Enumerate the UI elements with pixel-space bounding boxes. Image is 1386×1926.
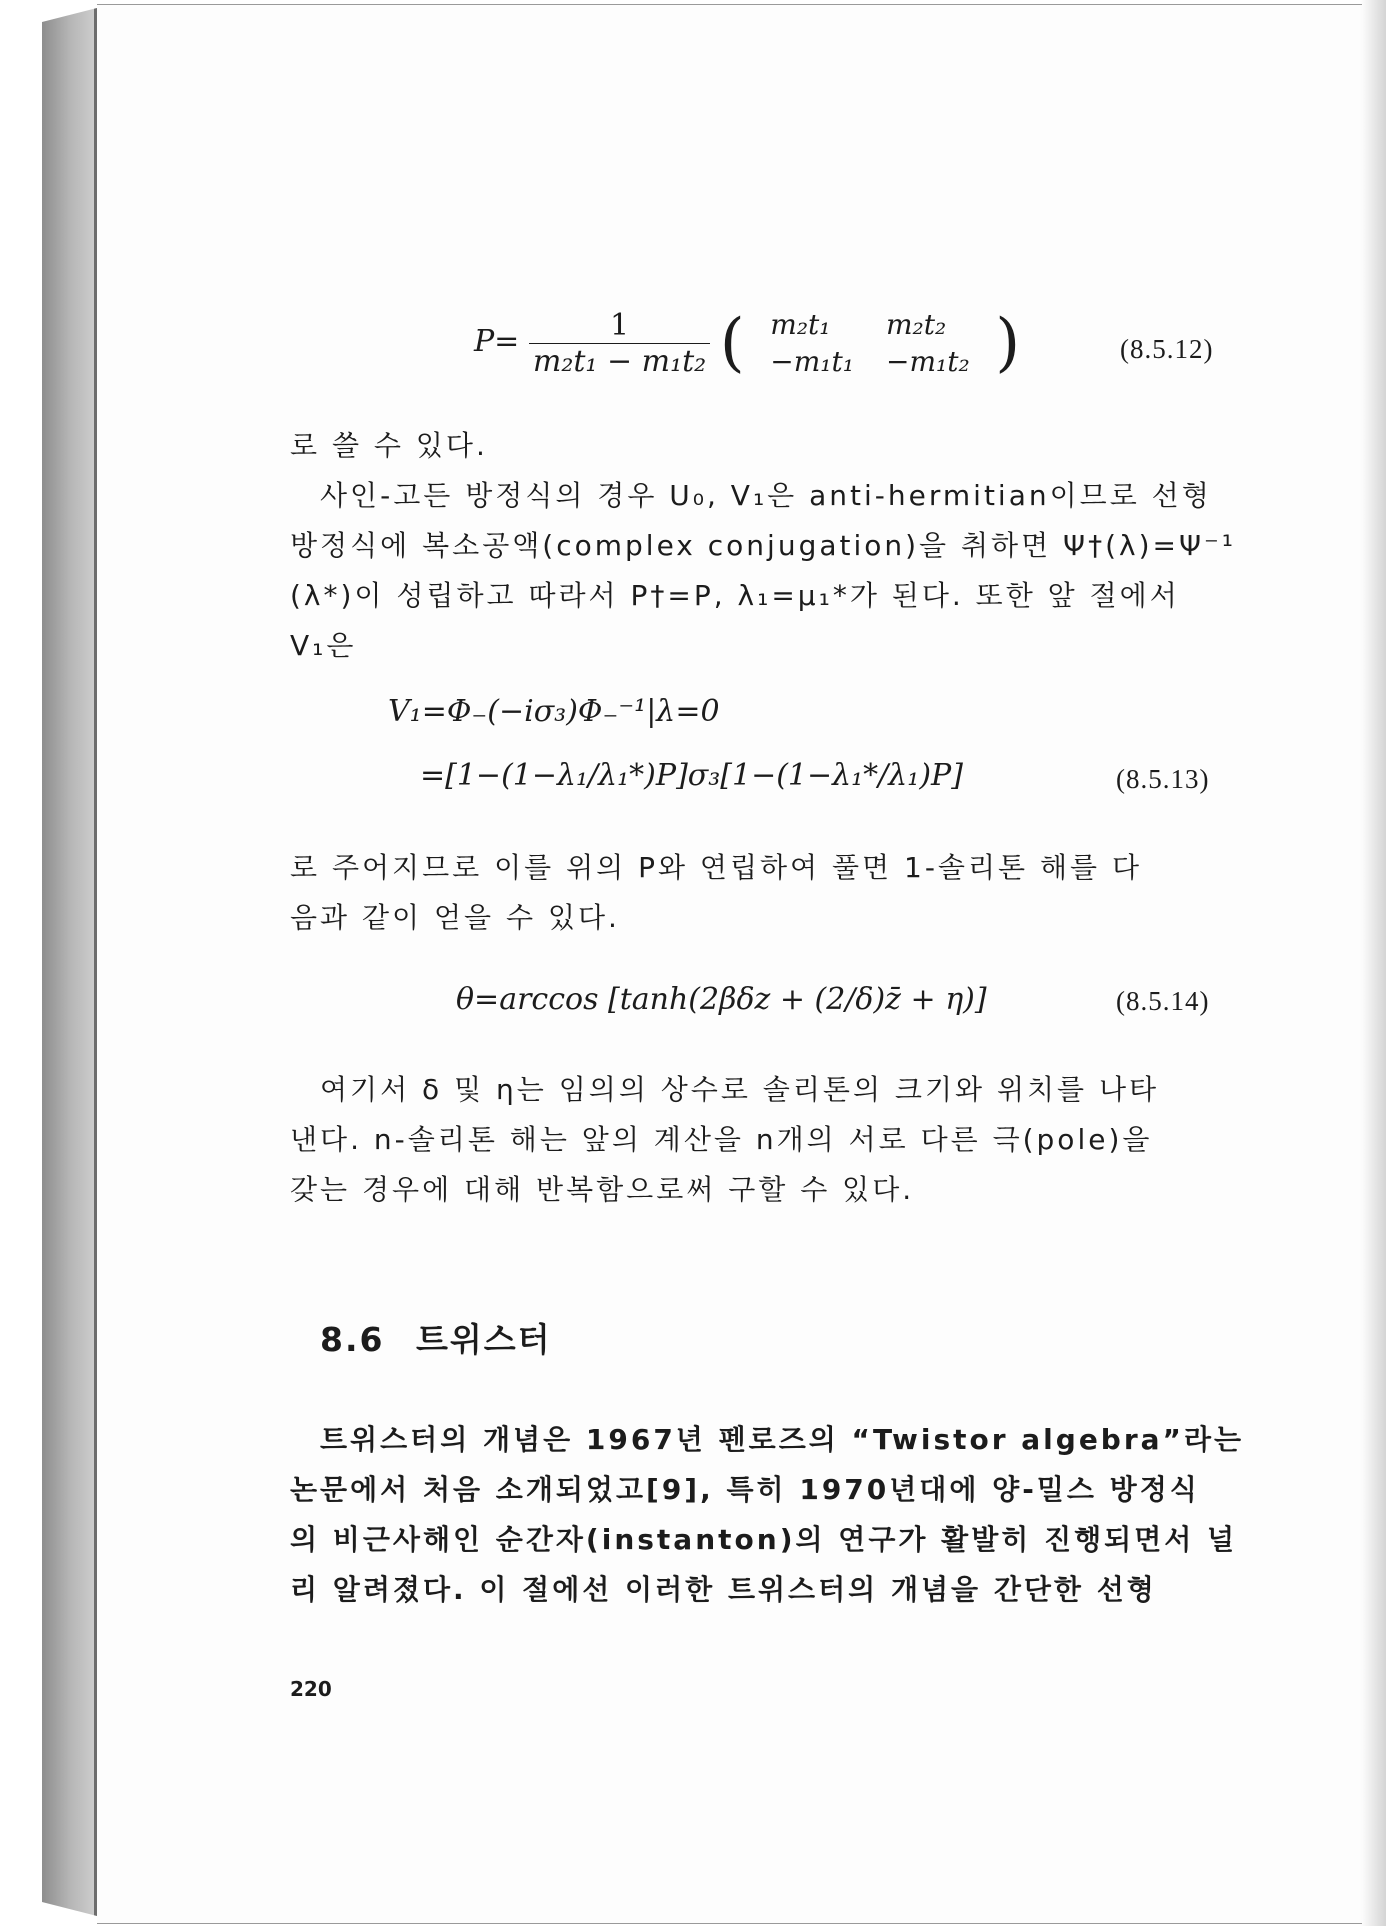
matrix-2x2: ( m₂t₁ m₂t₂ −m₁t₁ −m₁t₂ ) [719, 306, 1021, 380]
text-line: 사인-고든 방정식의 경우 U₀, V₁은 anti-hermitian이므로 선형 [320, 479, 1212, 512]
section-heading [320, 1314, 551, 1361]
book-spine-edge [42, 8, 97, 1916]
text-line: 음과 같이 얻을 수 있다. [290, 901, 620, 934]
fraction-denominator: m₂t₁ − m₁t₂ [532, 343, 707, 379]
text-line: (λ*)이 성립하고 따라서 P†=P, λ₁=μ₁*가 된다. 또한 앞 절에서 [290, 579, 1180, 612]
text-line: 방정식에 복소공액(complex conjugation)을 취하면 Ψ†(λ)=Ψ⁻¹ [290, 529, 1237, 562]
book-page [97, 4, 1362, 1924]
equation-8-5-12 [474, 306, 1020, 380]
matrix-cell: −m₁t₁ [770, 345, 854, 378]
fraction-numerator: 1 [529, 308, 710, 344]
equation-8-5-14: θ=arccos [tanh(2βδz + (2/δ)z̄ + η)] [456, 982, 987, 1017]
section-title: 트위스터 [415, 1320, 552, 1359]
text-line: 리 알려졌다. 이 절에선 이러한 트위스터의 개념을 간단한 선형 [290, 1573, 1157, 1606]
equation-number: (8.5.14) [1116, 986, 1210, 1016]
fraction [529, 308, 710, 379]
text-line: 로 쓸 수 있다. [290, 429, 488, 462]
page-number: 220 [290, 1677, 332, 1701]
equation-number: (8.5.13) [1116, 764, 1210, 794]
text-line: 갖는 경우에 대해 반복함으로써 구할 수 있다. [290, 1173, 915, 1206]
matrix-cell: m₂t₂ [885, 308, 947, 341]
text-line: 여기서 δ 및 η는 임의의 상수로 솔리톤의 크기와 위치를 나타 [320, 1073, 1160, 1106]
section-number: 8.6 [320, 1320, 385, 1359]
page-right-shadow [1360, 0, 1386, 1926]
text-line: 의 비근사해인 순간자(instanton)의 연구가 활발히 진행되면서 널 [290, 1523, 1238, 1556]
text-line: 트위스터의 개념은 1967년 펜로즈의 “Twistor algebra”라는 [320, 1423, 1245, 1456]
equation-8-5-13-line1: V₁=Φ₋(−iσ₃)Φ₋⁻¹|λ=0 [388, 694, 720, 729]
matrix-cell: m₂t₁ [770, 308, 831, 341]
matrix-cell: −m₁t₂ [885, 345, 970, 378]
text-line: 로 주어지므로 이를 위의 P와 연립하여 풀면 1-솔리톤 해를 다 [290, 851, 1143, 884]
text-line: 논문에서 처음 소개되었고[9], 특히 1970년대에 양-밀스 방정식 [290, 1473, 1200, 1506]
equation-8-5-13-line2: =[1−(1−λ₁/λ₁*)P]σ₃[1−(1−λ₁*/λ₁)P] [420, 758, 963, 793]
text-line: V₁은 [290, 629, 357, 662]
text-line: 낸다. n-솔리톤 해는 앞의 계산을 n개의 서로 다른 극(pole)을 [290, 1123, 1153, 1156]
eq-lhs: P= [474, 324, 520, 359]
equation-number: (8.5.12) [1120, 334, 1214, 364]
